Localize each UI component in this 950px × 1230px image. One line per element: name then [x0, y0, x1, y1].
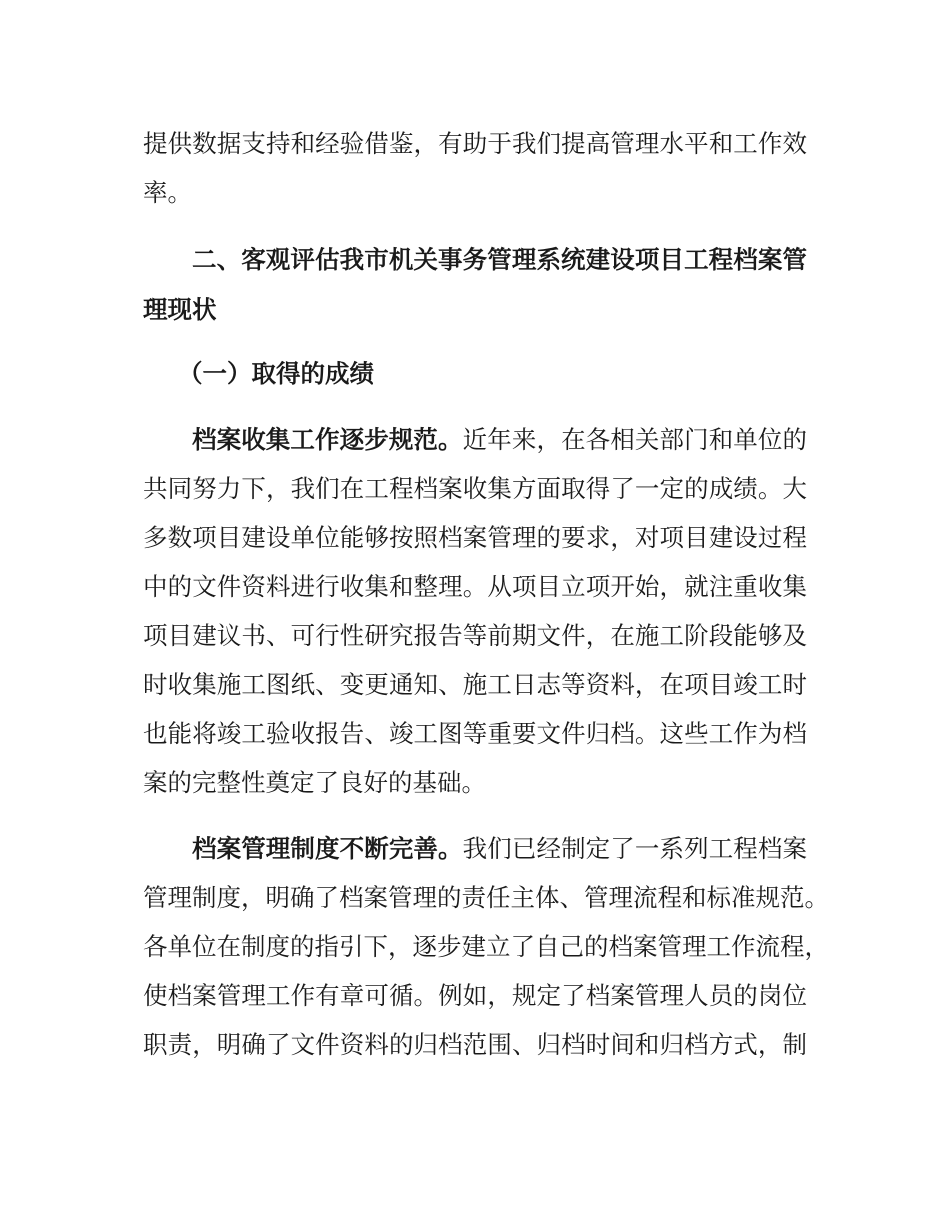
section-heading-line-2: 理现状: [143, 295, 217, 324]
paragraph2-line-2: 管理制度，明确了档案管理的责任主体、管理流程和标准规范。: [143, 883, 829, 912]
paragraph1-line-1: [192, 424, 807, 456]
continuation-line-2: 率。: [143, 178, 192, 207]
subsection-heading: （一）取得的成绩: [178, 359, 374, 388]
paragraph1-line-8: 案的完整性奠定了良好的基础。: [143, 768, 486, 797]
paragraph1-line-3: 多数项目建设单位能够按照档案管理的要求，对项目建设过程: [143, 523, 807, 552]
section-heading-line-1: 二、客观评估我市机关事务管理系统建设项目工程档案管: [192, 245, 807, 274]
paragraph1-line-6: 时收集施工图纸、变更通知、施工日志等资料，在项目竣工时: [143, 670, 807, 699]
paragraph1-lead: 档案收集工作逐步规范。: [192, 425, 463, 454]
paragraph1-line-1-rest: 近年来，在各相关部门和单位的: [462, 425, 808, 454]
paragraph2-line-3: 各单位在制度的指引下，逐步建立了自己的档案管理工作流程，: [143, 932, 829, 961]
paragraph1-line-7: 也能将竣工验收报告、竣工图等重要文件归档。这些工作为档: [143, 719, 807, 748]
paragraph2-line-5: 职责，明确了文件资料的归档范围、归档时间和归档方式，制: [143, 1030, 807, 1059]
continuation-line-1: 提供数据支持和经验借鉴，有助于我们提高管理水平和工作效: [143, 129, 807, 158]
paragraph1-line-4: 中的文件资料进行收集和整理。从项目立项开始，就注重收集: [143, 572, 807, 601]
paragraph2-line-4: 使档案管理工作有章可循。例如，规定了档案管理人员的岗位: [143, 981, 807, 1010]
paragraph1-line-2: 共同努力下，我们在工程档案收集方面取得了一定的成绩。大: [143, 474, 807, 503]
paragraph2-line-1-rest: 我们已经制定了一系列工程档案: [462, 834, 808, 863]
paragraph2-line-1: [192, 833, 807, 865]
paragraph1-line-5: 项目建议书、可行性研究报告等前期文件，在施工阶段能够及: [143, 621, 807, 650]
paragraph2-lead: 档案管理制度不断完善。: [192, 834, 463, 863]
